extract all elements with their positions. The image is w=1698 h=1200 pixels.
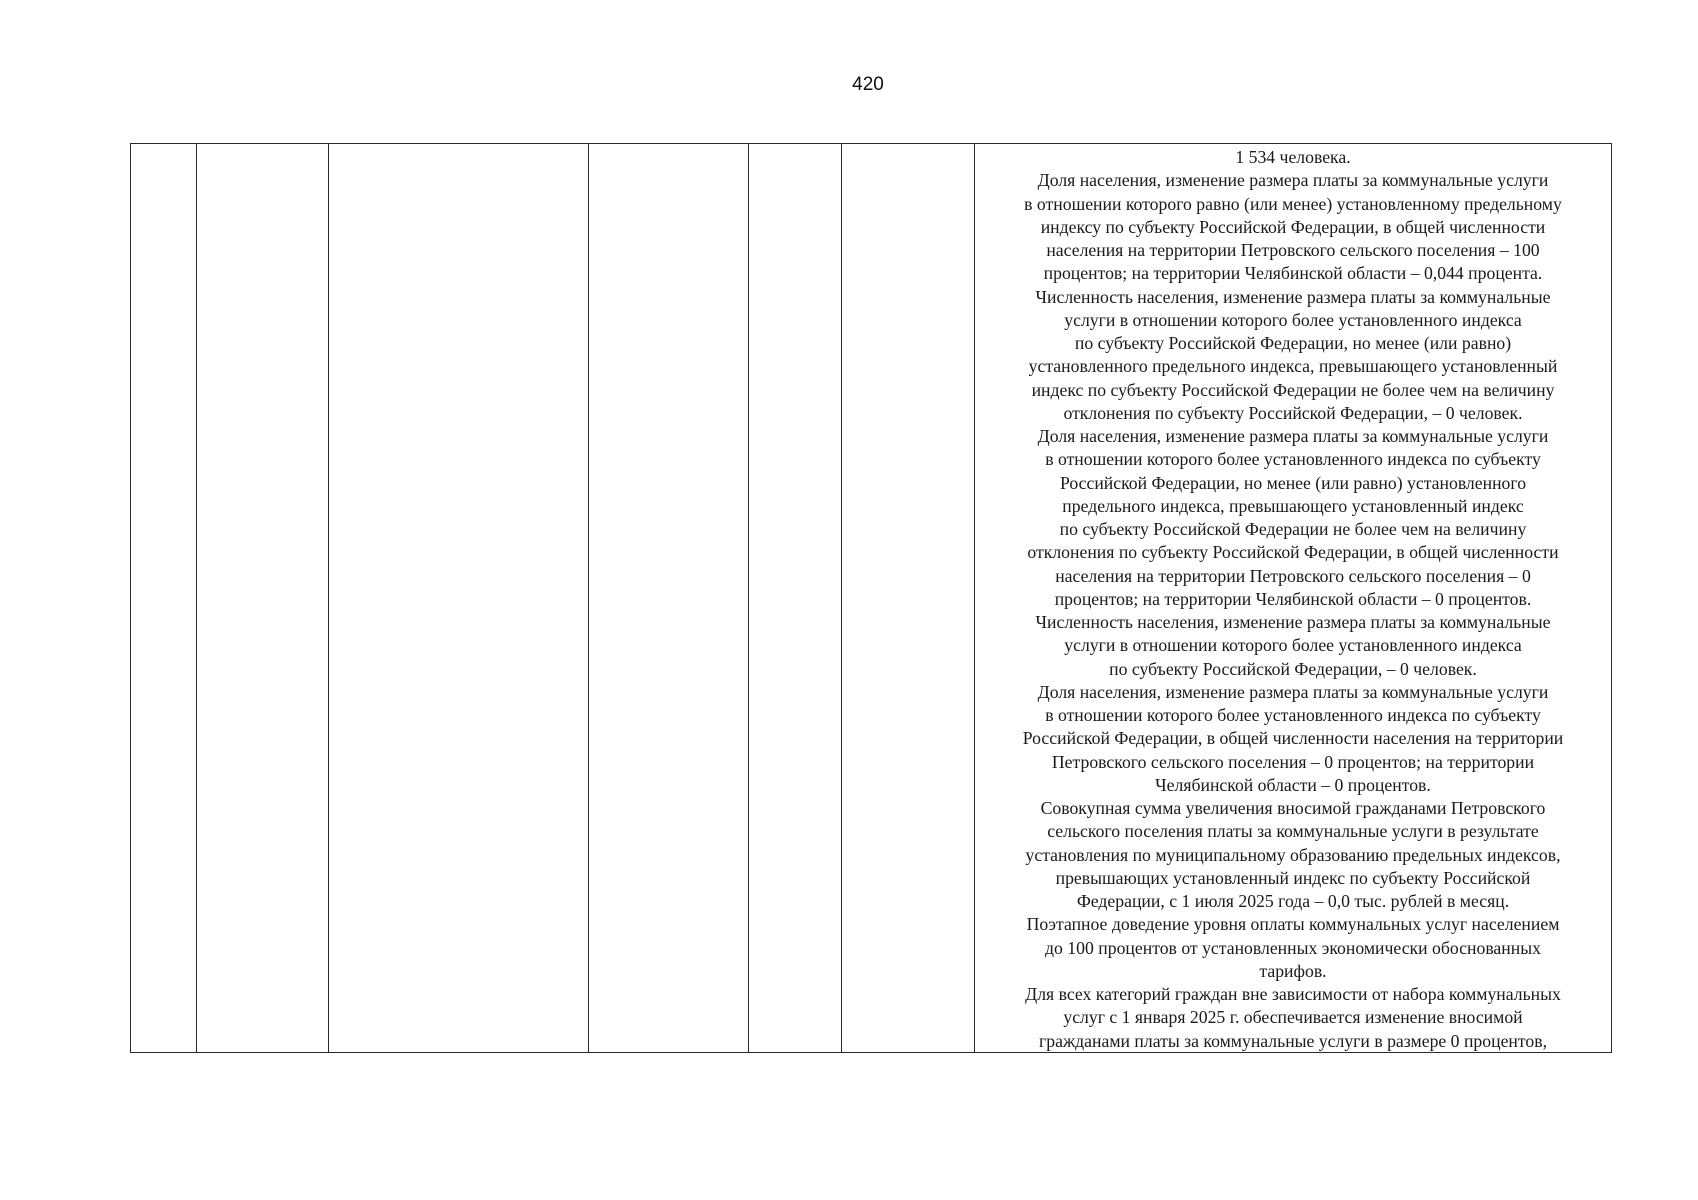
text-line: в отношении которого равно (или менее) установленному предельному xyxy=(1024,193,1562,214)
text-line: индекс по субъекту Российской Федерации не более чем на величину xyxy=(1031,379,1555,400)
text-line: Российской Федерации, но менее (или равно) установленного xyxy=(1059,472,1527,493)
text-line: установленного предельного индекса, превышающего установленный xyxy=(1028,356,1558,377)
table-cell-empty-2 xyxy=(197,144,329,1053)
text-line: тарифов. xyxy=(1259,960,1327,981)
text-line: по субъекту Российской Федерации, но менее (или равно) xyxy=(1074,333,1512,353)
document-table xyxy=(130,143,1612,1053)
text-line: Для всех категорий граждан вне зависимости от набора коммунальных xyxy=(1025,984,1561,1004)
text-line: установления по муниципальному образованию предельных индексов, xyxy=(1025,844,1561,865)
text-line: процентов; на территории Челябинской области – 0,044 процента. xyxy=(1043,263,1543,284)
text-line: до 100 процентов от установленных экономически обоснованных xyxy=(1045,937,1541,958)
text-line: процентов; на территории Челябинской области – 0 процентов. xyxy=(1054,588,1532,609)
table-cell-text xyxy=(975,144,1612,1053)
page-number: 420 xyxy=(852,74,884,95)
text-line: в отношении которого более установленного индекса по субъекту xyxy=(1045,705,1541,725)
text-line: услуги в отношении которого более установленного индекса xyxy=(1064,309,1522,330)
text-line: Петровского сельского поселения – 0 процентов; на территории xyxy=(1051,751,1535,772)
text-line: Челябинской области – 0 процентов. xyxy=(1155,774,1431,795)
text-line: населения на территории Петровского сельского поселения – 100 xyxy=(1046,240,1540,260)
text-line: Совокупная сумма увеличения вносимой гражданами Петровского xyxy=(1040,798,1546,818)
text-line: услуги в отношении которого более установленного индекса xyxy=(1064,635,1522,656)
text-line: гражданами платы за коммунальные услуги в размере 0 процентов, xyxy=(1039,1030,1547,1051)
text-line: Доля населения, изменение размера платы за коммунальные услуги xyxy=(1037,170,1549,191)
table-cell-empty-5 xyxy=(749,144,842,1053)
text-line: превышающих установленный индекс по субъекту Российской xyxy=(1055,867,1531,888)
text-line: сельского поселения платы за коммунальные услуги в результате xyxy=(1047,821,1539,842)
text-line: по субъекту Российской Федерации не более чем на величину xyxy=(1059,519,1527,539)
table-cell-empty-1 xyxy=(131,144,197,1053)
cell-text-block xyxy=(975,144,1611,1052)
text-line: Доля населения, изменение размера платы за коммунальные услуги xyxy=(1037,426,1549,446)
table-cell-empty-3 xyxy=(329,144,589,1053)
table-cell-empty-6 xyxy=(842,144,975,1053)
text-line: населения на территории Петровского сельского поселения – 0 xyxy=(1055,565,1531,586)
text-line: отклонения по субъекту Российской Федерации, – 0 человек. xyxy=(1063,402,1523,423)
text-line: предельного индекса, превышающего установленный индекс xyxy=(1062,495,1524,516)
text-line: Доля населения, изменение размера платы за коммунальные услуги xyxy=(1037,681,1549,702)
text-line: Российской Федерации, в общей численности населения на территории xyxy=(1022,728,1564,749)
text-line: Численность населения, изменение размера платы за коммунальные xyxy=(1035,286,1551,307)
text-line: в отношении которого более установленного индекса по субъекту xyxy=(1045,449,1541,470)
text-line: 1 534 человека. xyxy=(1235,147,1351,167)
text-line: Поэтапное доведение уровня оплаты коммунальных услуг населением xyxy=(1026,914,1560,935)
table-row xyxy=(131,144,1612,1053)
text-line: Численность населения, изменение размера платы за коммунальные xyxy=(1035,612,1551,632)
text-line: Федерации, с 1 июля 2025 года – 0,0 тыс. рублей в месяц. xyxy=(1076,891,1510,911)
table-cell-empty-4 xyxy=(589,144,749,1053)
text-line: услуг с 1 января 2025 г. обеспечивается изменение вносимой xyxy=(1063,1007,1523,1028)
text-line: индексу по субъекту Российской Федерации, в общей численности xyxy=(1040,216,1546,237)
text-line: по субъекту Российской Федерации, – 0 человек. xyxy=(1109,658,1477,679)
text-line: отклонения по субъекту Российской Федерации, в общей численности xyxy=(1027,542,1559,563)
